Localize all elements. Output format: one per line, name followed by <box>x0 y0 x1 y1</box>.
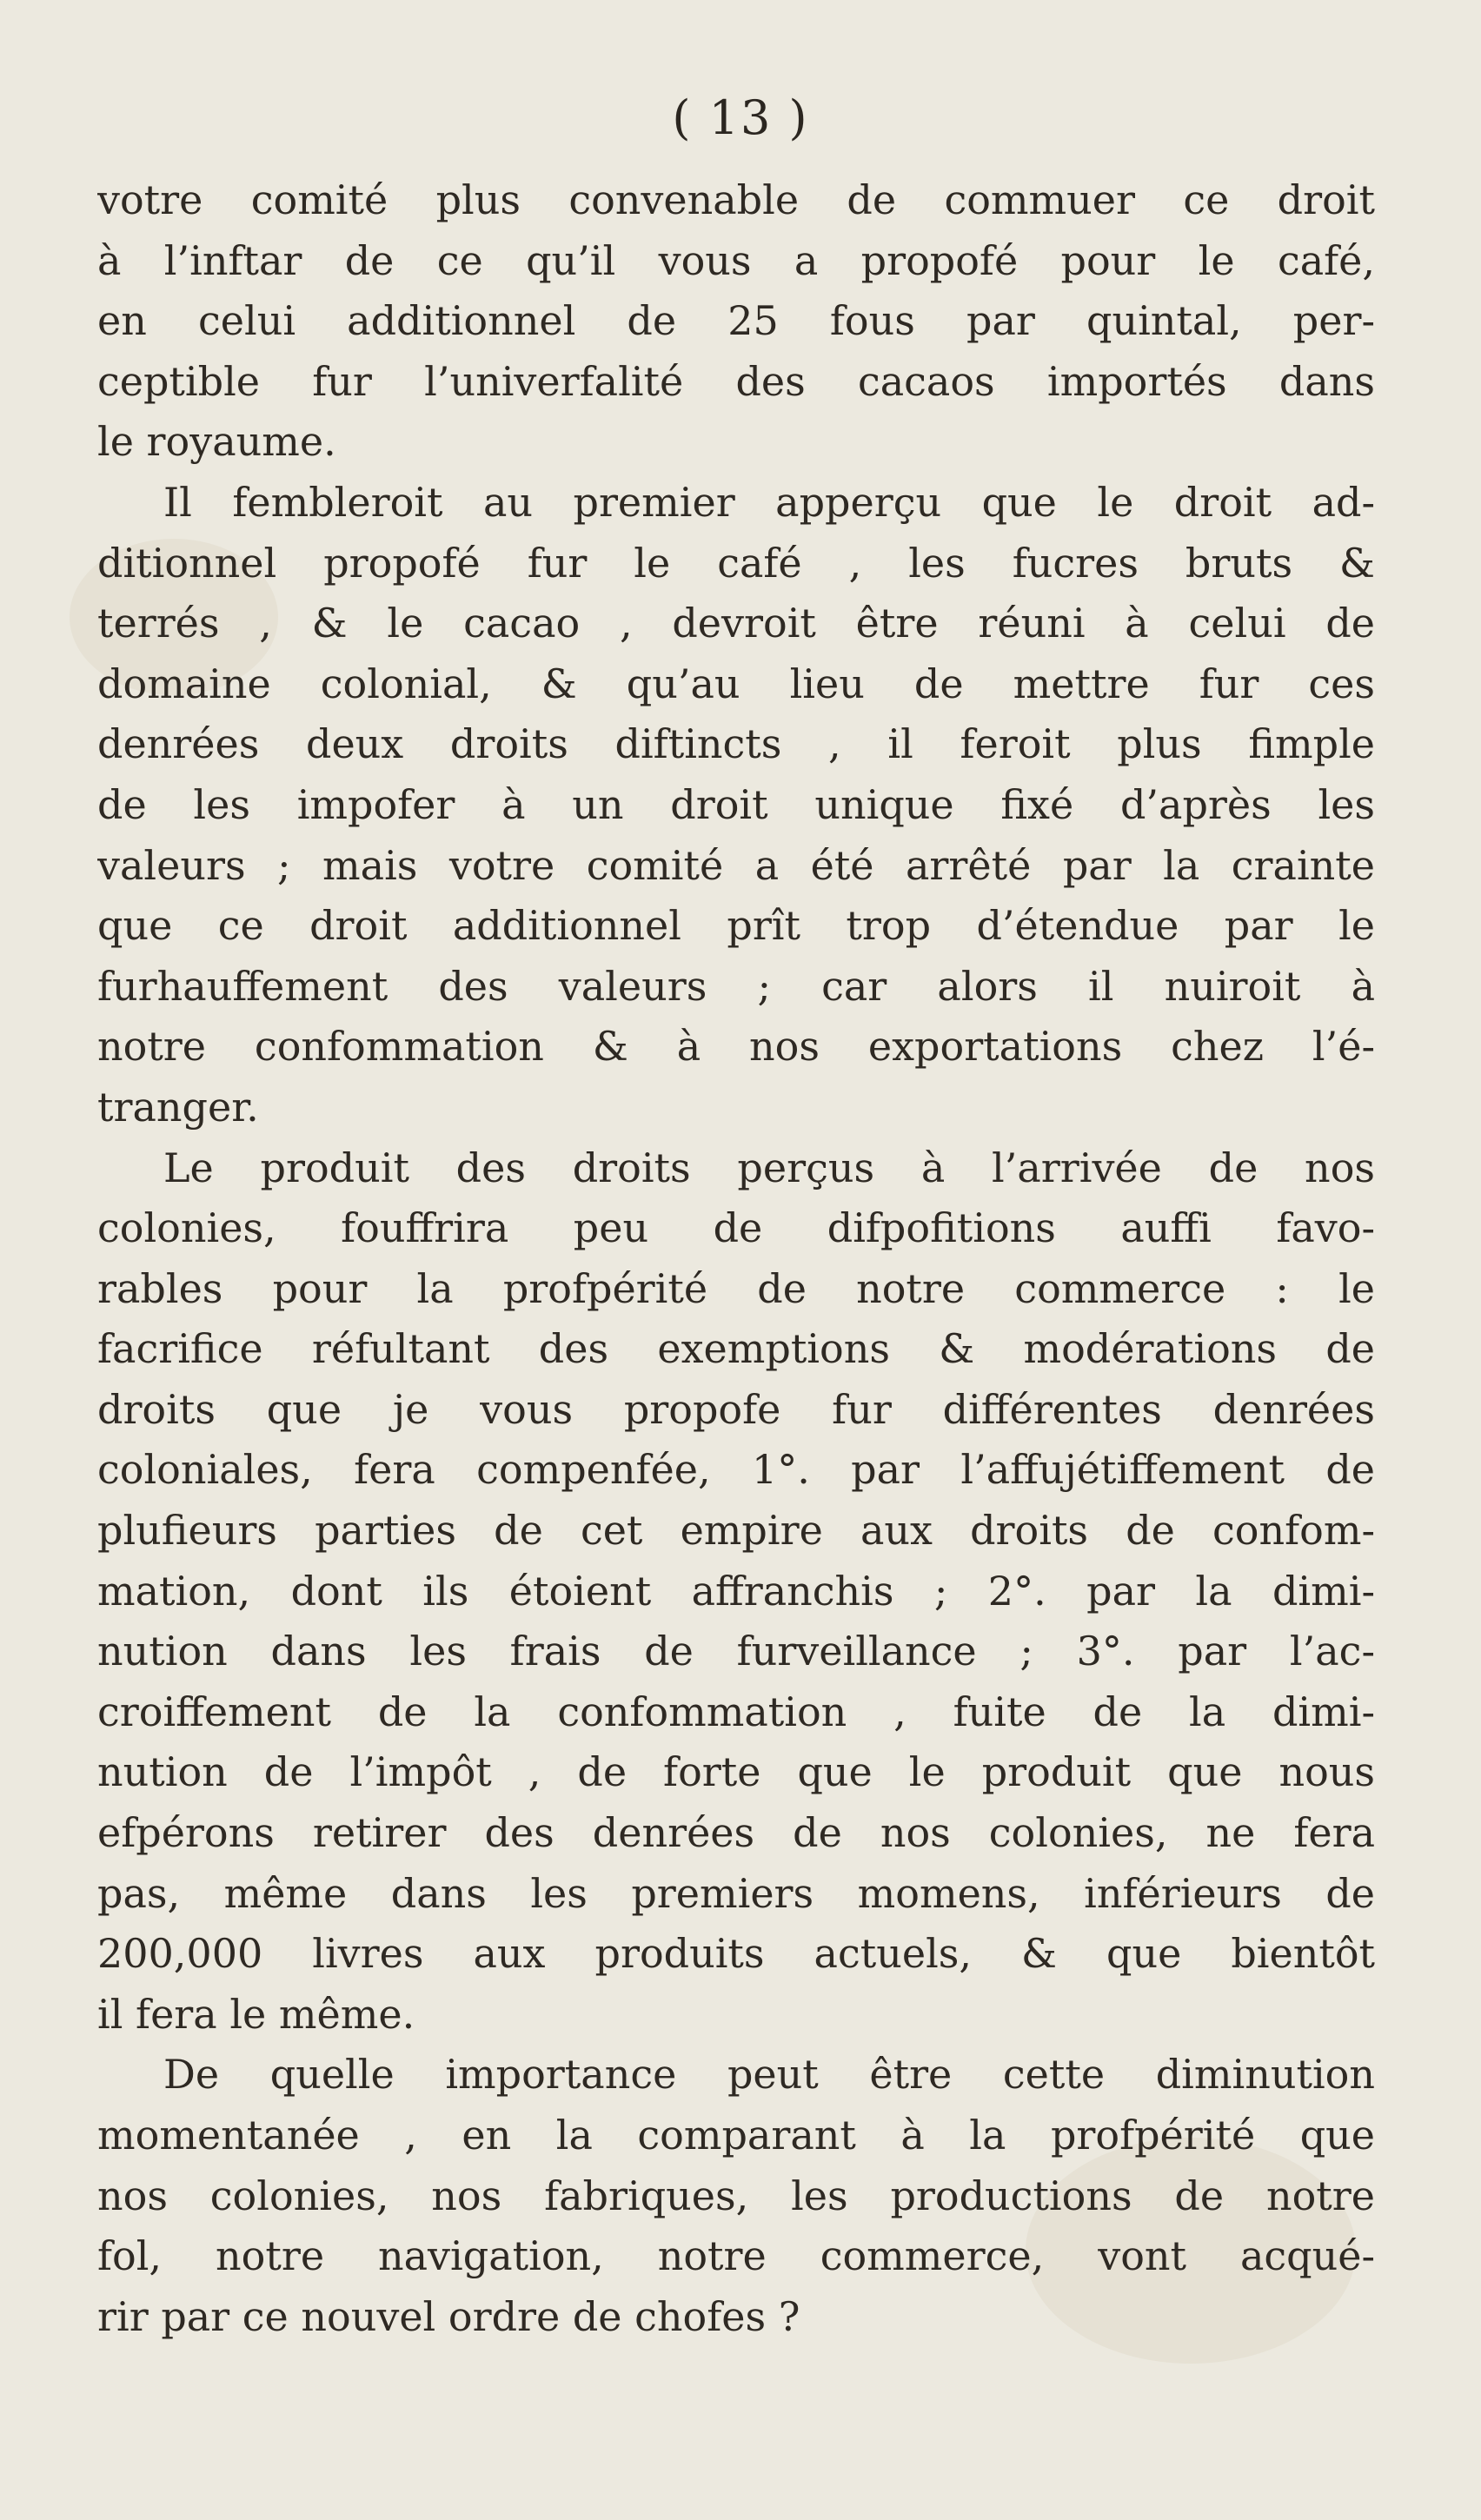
text-line: Il fembleroit au premier apperçu que le droit ad- <box>163 478 1375 526</box>
text-line: ceptible fur l’univerfalité des cacaos importés dans <box>97 357 1375 405</box>
text-line: facrifice réfultant des exemptions & modérations de <box>97 1325 1375 1373</box>
paragraph <box>97 2045 1375 2347</box>
text-line: efpérons retirer des denrées de nos colonies, ne fera <box>97 1809 1375 1857</box>
text-line: que ce droit additionnel prît trop d’étendue par le <box>97 902 1375 950</box>
text-line: rir par ce nouvel ordre de chofes ? <box>97 2292 800 2340</box>
text-line: de les impofer à un droit unique fixé d’après les <box>97 780 1375 828</box>
text-line: De quelle importance peut être cette diminution <box>163 2051 1375 2099</box>
body-text <box>97 170 1375 2347</box>
text-line: il fera le même. <box>97 1990 415 2038</box>
text-line: le royaume. <box>97 418 336 466</box>
text-line: nution dans les frais de furveillance ; 3°. par l’ac- <box>97 1628 1375 1675</box>
text-line: momentanée , en la comparant à la profpérité que <box>97 2112 1375 2159</box>
text-line: en celui additionnel de 25 fous par quintal, per- <box>97 297 1375 345</box>
text-line: domaine colonial, & qu’au lieu de mettre fur ces <box>97 660 1375 707</box>
text-line: denrées deux droits diftincts , il feroit plus fimple <box>97 720 1375 768</box>
text-line: plufieurs parties de cet empire aux droits de confom- <box>97 1507 1375 1555</box>
text-line: nos colonies, nos fabriques, les productions de notre <box>97 2172 1375 2219</box>
text-line: furhauffement des valeurs ; car alors il nuiroit à <box>97 962 1375 1010</box>
text-line: Le produit des droits perçus à l’arrivée de nos <box>163 1144 1375 1191</box>
page-number: ( 13 ) <box>672 90 809 145</box>
text-line: coloniales, fera compenfée, 1°. par l’affujétiffement de <box>97 1446 1375 1494</box>
text-line: ditionnel propofé fur le café , les fucres bruts & <box>97 539 1375 587</box>
text-line: mation, dont ils étoient affranchis ; 2°. par la dimi- <box>97 1567 1375 1615</box>
text-line: votre comité plus convenable de commuer ce droit <box>97 176 1375 223</box>
text-line: terrés , & le cacao , devroit être réuni à celui de <box>97 600 1375 647</box>
paragraph <box>97 170 1375 473</box>
text-line: nution de l’impôt , de forte que le produit que nous <box>97 1748 1375 1796</box>
text-line: valeurs ; mais votre comité a été arrêté par la crainte <box>97 841 1375 889</box>
text-line: droits que je vous propofe fur différentes denrées <box>97 1385 1375 1433</box>
text-line: notre confommation & à nos exportations chez l’é- <box>97 1023 1375 1071</box>
paragraph <box>97 473 1375 1138</box>
text-line: rables pour la profpérité de notre commerce : le <box>97 1264 1375 1312</box>
text-line: tranger. <box>97 1083 259 1131</box>
paragraph <box>97 1138 1375 2046</box>
text-line: croiffement de la confommation , fuite de la dimi- <box>97 1688 1375 1735</box>
text-line: 200,000 livres aux produits actuels, & que bientôt <box>97 1930 1375 1978</box>
text-line: colonies, fouffrira peu de difpofitions auffi favo- <box>97 1204 1375 1252</box>
text-line: fol, notre navigation, notre commerce, vont acqué- <box>97 2232 1375 2280</box>
text-line: à l’inftar de ce qu’il vous a propofé pour le café, <box>97 236 1375 284</box>
text-line: pas, même dans les premiers momens, inférieurs de <box>97 1869 1375 1917</box>
